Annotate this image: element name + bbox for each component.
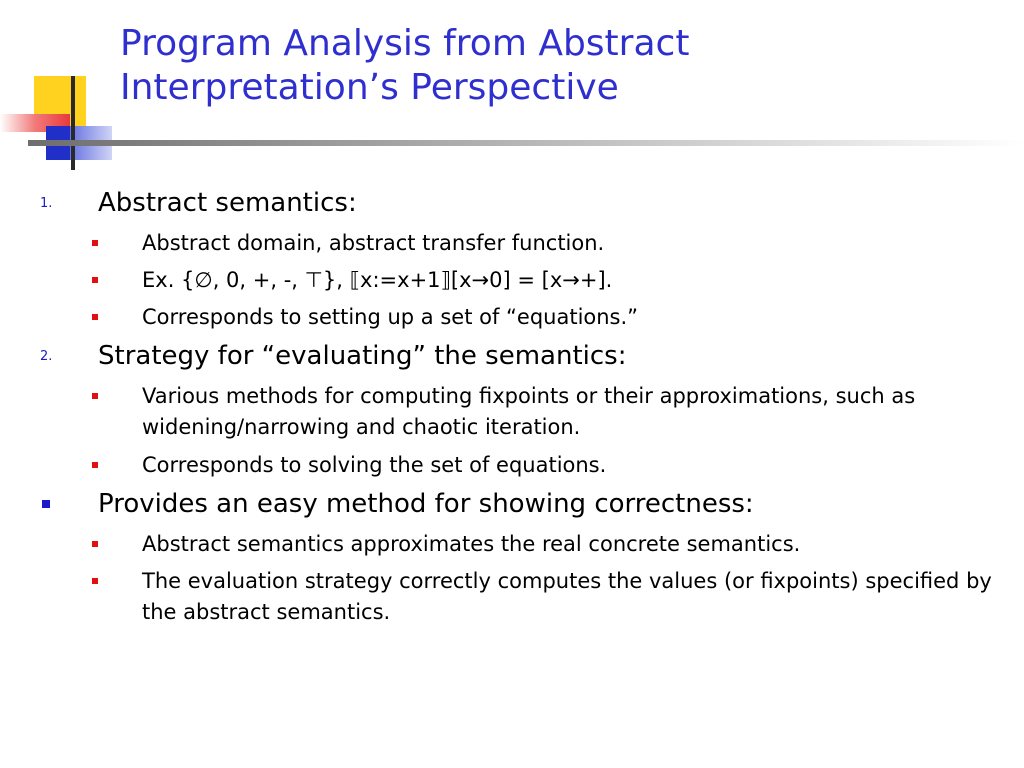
title-line-2: Interpretation’s Perspective bbox=[120, 67, 619, 108]
item-text: Abstract semantics: bbox=[98, 188, 357, 218]
sub-item-text: Ex. {∅, 0, +, -, ⊤}, ⟦x:=x+1⟧[x→0] = [x→+]. bbox=[142, 268, 613, 292]
bullet-square-icon bbox=[92, 462, 98, 468]
number-marker: 2. bbox=[40, 349, 53, 364]
bullet-square-icon bbox=[92, 277, 98, 283]
deco-horizontal-line bbox=[28, 140, 1024, 146]
sub-item-text: Abstract domain, abstract transfer function. bbox=[142, 231, 605, 255]
sub-item bbox=[0, 228, 992, 258]
sub-item-text: Various methods for computing fixpoints or their approximations, such as widening/narrowing and chaotic iteration. bbox=[142, 384, 916, 439]
item-text: Provides an easy method for showing correctness: bbox=[98, 489, 754, 519]
sub-item bbox=[0, 302, 992, 332]
list-item-3 bbox=[0, 487, 998, 521]
number-marker: 1. bbox=[40, 196, 53, 211]
list-item-1 bbox=[0, 186, 998, 220]
deco-vertical-line bbox=[71, 76, 75, 170]
sub-item-text: Corresponds to solving the set of equations. bbox=[142, 453, 607, 477]
sub-item bbox=[0, 450, 992, 480]
sub-item bbox=[0, 566, 992, 628]
sub-item bbox=[0, 265, 992, 295]
bullet-square-icon bbox=[92, 240, 98, 246]
item-text: Strategy for “evaluating” the semantics: bbox=[98, 341, 627, 371]
list-item-2 bbox=[0, 339, 998, 373]
sub-item-text: Corresponds to setting up a set of “equations.” bbox=[142, 305, 639, 329]
sub-item-text: The evaluation strategy correctly computes the values (or fixpoints) specified by the abstract semantics. bbox=[142, 569, 992, 624]
bullet-square-icon bbox=[92, 314, 98, 320]
slide-body bbox=[0, 186, 1024, 635]
bullet-square-icon bbox=[92, 578, 98, 584]
sub-item bbox=[0, 381, 992, 443]
bullet-square-icon bbox=[42, 500, 50, 508]
sub-item bbox=[0, 529, 992, 559]
bullet-square-icon bbox=[92, 393, 98, 399]
bullet-square-icon bbox=[92, 541, 98, 547]
title-line-1: Program Analysis from Abstract bbox=[120, 23, 690, 64]
sub-item-text: Abstract semantics approximates the real concrete semantics. bbox=[142, 532, 801, 556]
slide-title bbox=[120, 22, 1000, 110]
